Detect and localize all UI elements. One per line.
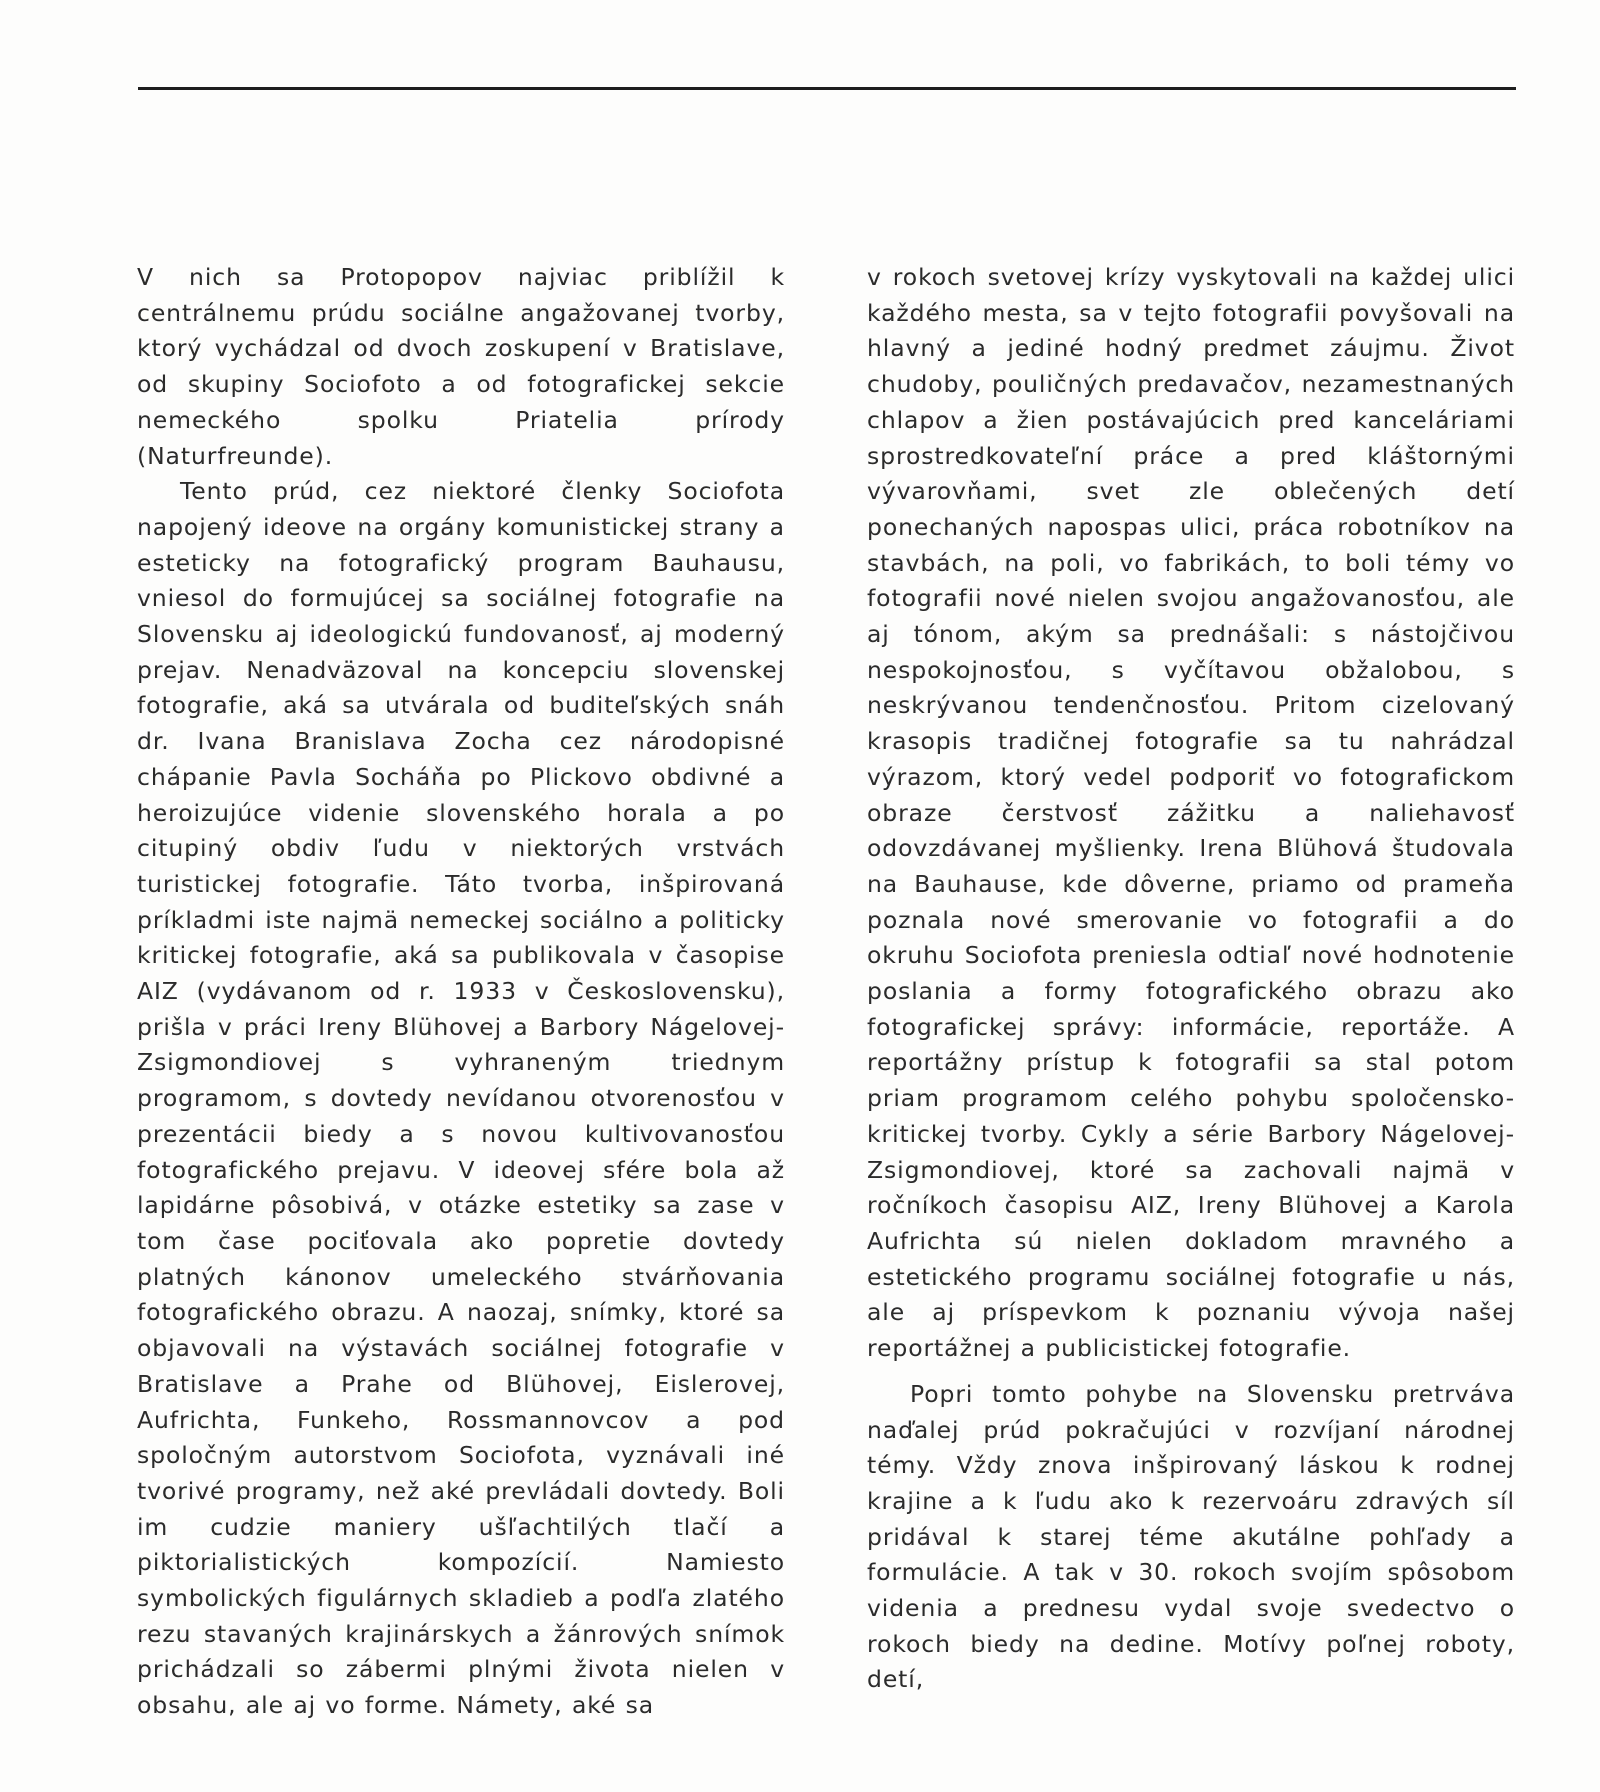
right-column (867, 260, 1515, 1698)
left-paragraph-2: Tento prúd, cez niektoré členky Sociofota napojený ideove na orgány komunistickej strany a esteticky na fotografický program Bauhausu, vniesol do formujúcej sa sociálnej fotografie na Slovensku aj ideologickú fundovanosť, aj moderný prejav. Nenadväzoval na koncepciu slovenskej fotografie, aká sa utvárala od buditeľských snáh dr. Ivana Branislava Zocha cez národopisné chápanie Pavla Socháňa po Plickovo obdivné a heroizujúce videnie slovenského horala a po citupiný obdiv ľudu v niektorých vrstvách turistickej fotografie. Táto tvorba, inšpirovaná príkladmi iste najmä nemeckej sociálno a politicky kritickej fotografie, aká sa publikovala v časopise AIZ (vydávanom od r. 1933 v Československu), prišla v práci Ireny Blühovej a Barbory Nágelovej-Zsigmondiovej s vyhraneným triednym programom, s dovtedy nevídanou otvorenosťou v prezentácii biedy a s novou kultivovanosťou fotografického prejavu. V ideovej sfére bola až lapidárne pôsobivá, v otázke estetiky sa zase v tom čase pociťovala ako popretie dovtedy platných kánonov umeleckého stvárňovania fotografického obrazu. A naozaj, snímky, ktoré sa objavovali na výstavách sociálnej fotografie v Bratislave a Prahe od Blühovej, Eislerovej, Aufrichta, Funkeho, Rossmannovcov a pod spoločným autorstvom Sociofota, vyznávali iné tvorivé programy, než aké prevládali dovtedy. Boli im cudzie maniery ušľachtilých tlačí a piktorialistických kompozícií. Namiesto symbolických figulárnych skladieb a podľa zlatého rezu stavaných krajinárskych a žánrových snímok prichádzali so zábermi plnými života nielen v obsahu, ale aj vo forme. Námety, aké sa (137, 477, 785, 1720)
left-paragraph-1: V nich sa Protopopov najviac priblížil k centrálnemu prúdu sociálne angažovanej tvorby, ktorý vychádzal od dvoch zoskupení v Bratislave, od skupiny Sociofoto a od fotografickej sekcie nemeckého spolku Priatelia prírody (Naturfreunde). (137, 263, 785, 470)
right-paragraph-1: v rokoch svetovej krízy vyskytovali na každej ulici každého mesta, sa v tejto fotografii povyšovali na hlavný a jediné hodný predmet záujmu. Život chudoby, pouličných predavačov, nezamestnaných chlapov a žien postávajúcich pred kanceláriami sprostredkovateľní práce a pred kláštornými vývarovňami, svet zle oblečených detí ponechaných napospas ulici, práca robotníkov na stavbách, na poli, vo fabrikách, to boli témy vo fotografii nové nielen svojou angažovanosťou, ale aj tónom, akým sa prednášali: s nástojčivou nespokojnosťou, s vyčítavou obžalobou, s neskrývanou tendenčnosťou. Pritom cizelovaný krasopis tradičnej fotografie sa tu nahrádzal výrazom, ktorý vedel podporiť vo fotografickom obraze čerstvosť zážitku a naliehavosť odovzdávanej myšlienky. Irena Blühová študovala na Bauhause, kde dôverne, priamo od prameňa poznala nové smerovanie vo fotografii a do okruhu Sociofota preniesla odtiaľ nové hodnotenie poslania a formy fotografického obrazu ako fotografickej správy: informácie, reportáže. A reportážny prístup k fotografii sa stal potom priam programom celého pohybu spoločensko-kritickej tvorby. Cykly a série Barbory Nágelovej-Zsigmondiovej, ktoré sa zachovali najmä v ročníkoch časopisu AIZ, Ireny Blühovej a Karola Aufrichta sú nielen dokladom mravného a estetického programu sociálnej fotografie u nás, ale aj príspevkom k poznaniu vývoja našej reportážnej a publicistickej fotografie. (867, 263, 1515, 1363)
top-rule (138, 87, 1516, 90)
right-paragraph-2: Popri tomto pohybe na Slovensku pretrváva naďalej prúd pokračujúci v rozvíjaní národnej témy. Vždy znova inšpirovaný láskou k rodnej krajine a k ľudu ako k rezervoáru zdravých síl pridával k starej téme akutálne pohľady a formulácie. A tak v 30. rokoch svojím spôsobom videnia a prednesu vydal svoje svedectvo o rokoch biedy na dedine. Motívy poľnej roboty, detí, (867, 1379, 1515, 1694)
left-column (137, 260, 785, 1724)
